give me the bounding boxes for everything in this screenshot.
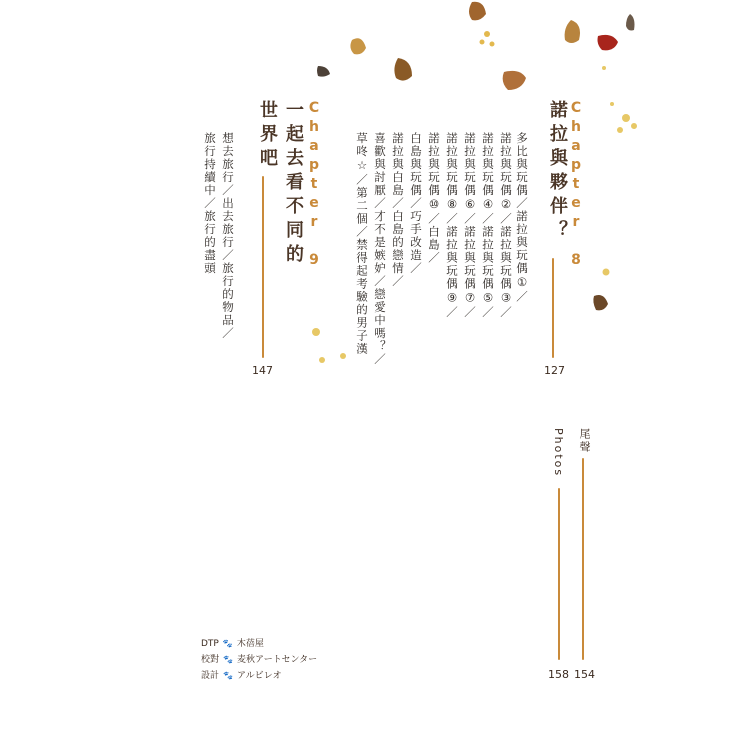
flower-icon [312, 328, 346, 363]
credit-role: DTP [201, 639, 219, 649]
toc-entry[interactable]: 諾拉與玩偶⑩／白島／ [427, 132, 441, 265]
paw-icon: 🐾 [223, 655, 233, 664]
toc-entry[interactable]: 諾拉與白島／白島的戀情／ [391, 132, 405, 288]
toc-entry[interactable]: 旅行持續中／旅行的盡頭 [203, 132, 217, 275]
flower-icon [603, 269, 610, 276]
credit-row [201, 652, 317, 668]
chapter-9-rule [262, 176, 264, 358]
photos-page-number: 158 [548, 668, 569, 681]
leaf-icon [626, 14, 635, 31]
toc-entry[interactable]: 諾拉與玩偶④／諾拉與玩偶⑤／ [481, 132, 495, 319]
leaf-icon [317, 66, 330, 77]
photos-rule [558, 488, 560, 660]
leaf-icon [469, 2, 486, 21]
flower-icon [617, 114, 637, 133]
toc-entry[interactable]: 諾拉與玩偶⑧／諾拉與玩偶⑨／ [445, 132, 459, 319]
leaf-icon [394, 58, 412, 81]
toc-entry[interactable]: 白島與玩偶／巧手改造／ [409, 132, 423, 275]
chapter-8-rule [552, 258, 554, 358]
leaf-icon [565, 20, 580, 43]
paw-icon: 🐾 [223, 671, 233, 680]
flower-icon [602, 66, 614, 106]
credit-role: 校對 [201, 655, 220, 665]
leaf-icon [598, 35, 619, 50]
flower-icon [480, 31, 495, 47]
toc-entry[interactable]: 想去旅行／出去旅行／旅行的物品／ [221, 132, 235, 340]
leaf-icon [350, 38, 366, 54]
toc-entry[interactable]: 草咚☆／第二個／禁得起考驗的男子漢 [355, 132, 369, 356]
toc-entry[interactable]: 喜歡與討厭／才不是嫉妒／戀愛中嗎？／ [373, 132, 387, 366]
credit-role: 設計 [201, 671, 220, 681]
credit-name: 麦秋アートセンター [236, 655, 318, 665]
credit-row [201, 668, 317, 684]
credit-name: アルビレオ [236, 671, 282, 681]
credit-name: 木蓓屋 [236, 639, 264, 649]
toc-entry[interactable]: 諾拉與玩偶②／諾拉與玩偶③／ [499, 132, 513, 319]
chapter-9-title-line-2: 世界吧 [257, 100, 278, 172]
leaf-icon [503, 71, 526, 90]
chapter-9-page-number: 147 [252, 364, 273, 377]
chapter-8-label: Chapter 8 [568, 100, 584, 271]
chapter-9-title-line-1: 一起去看不同的 [283, 100, 304, 268]
epilogue-label: 尾聲 [578, 428, 591, 454]
leaf-icon [593, 295, 608, 310]
chapter-9-label: Chapter 9 [306, 100, 322, 271]
epilogue-page-number: 154 [574, 668, 595, 681]
epilogue-rule [582, 458, 584, 660]
toc-entry[interactable]: 諾拉與玩偶⑥／諾拉與玩偶⑦／ [463, 132, 477, 319]
photos-label: Photos [552, 428, 565, 478]
paw-icon: 🐾 [222, 639, 233, 648]
toc-entry[interactable]: 多比與玩偶／諾拉與玩偶①／ [515, 132, 529, 304]
chapter-8-page-number: 127 [544, 364, 565, 377]
credits-block [201, 636, 317, 684]
chapter-8-title: 諾拉與夥伴？ [547, 100, 568, 244]
credit-row [201, 636, 317, 652]
